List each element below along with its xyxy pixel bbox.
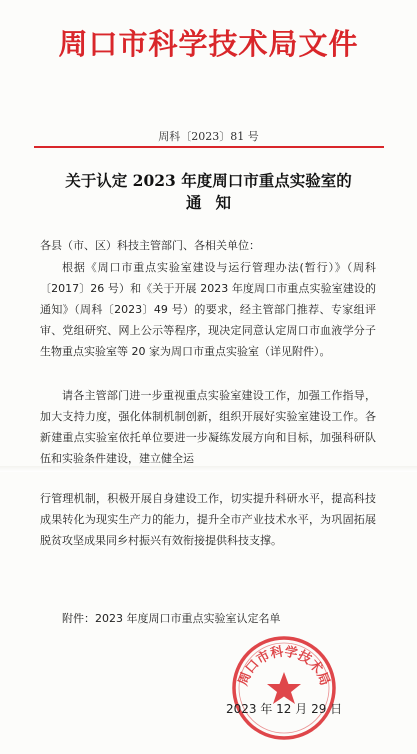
red-divider-line (34, 146, 384, 148)
document-title-line2: 通知 (185, 193, 245, 212)
salutation: 各县（市、区）科技主管部门、各相关单位： (40, 239, 260, 252)
official-seal-stamp (226, 632, 343, 744)
svg-text:周口市科学技术局: 周口市科学技术局 (235, 644, 333, 688)
body-paragraph-3: 行管理机制，积极开展自身建设工作，切实提升科研水平，提高科技成果转化为现实生产力的能力，提升全市产业技术水平，为巩固拓展脱贫攻坚成果同乡村振兴有效衔接提供科技支撑。 (40, 492, 376, 547)
document-number: 周科〔2023〕81 号 (158, 130, 259, 143)
page-scan-seam (0, 466, 417, 472)
attachment-line: 附件：2023 年度周口市重点实验室认定名单 (62, 612, 281, 625)
document-title-line1: 关于认定 2023 年度周口市重点实验室的 (65, 171, 352, 190)
org-header-title: 周口市科学技术局文件 (58, 27, 359, 61)
body-paragraph-1: 根据《周口市重点实验室建设与运行管理办法(暂行）》（周科〔2017〕26 号）和《关于开展 2023 年度周口市重点实验室建设的通知》（周科〔2023〕49 号）的要求，经主管部门推荐、专家组评审、党组研究、网上公示等程序，现决定同意认定周口市血液学分子生物重点实验室等 20 家为周口市重点实验室（详见附件）。 (40, 261, 376, 358)
issue-date: 2023 年 12 月 29 日 (226, 702, 343, 716)
document-title (40, 170, 377, 214)
body-paragraph-2: 请各主管部门进一步重视重点实验室建设工作，加强工作指导，加大支持力度，强化体制机制创新，组织开展好实验室建设工作。各新建重点实验室依托单位要进一步凝练发展方向和目标，加强科研队伍和实验条件建设，建立健全运 (40, 389, 376, 465)
